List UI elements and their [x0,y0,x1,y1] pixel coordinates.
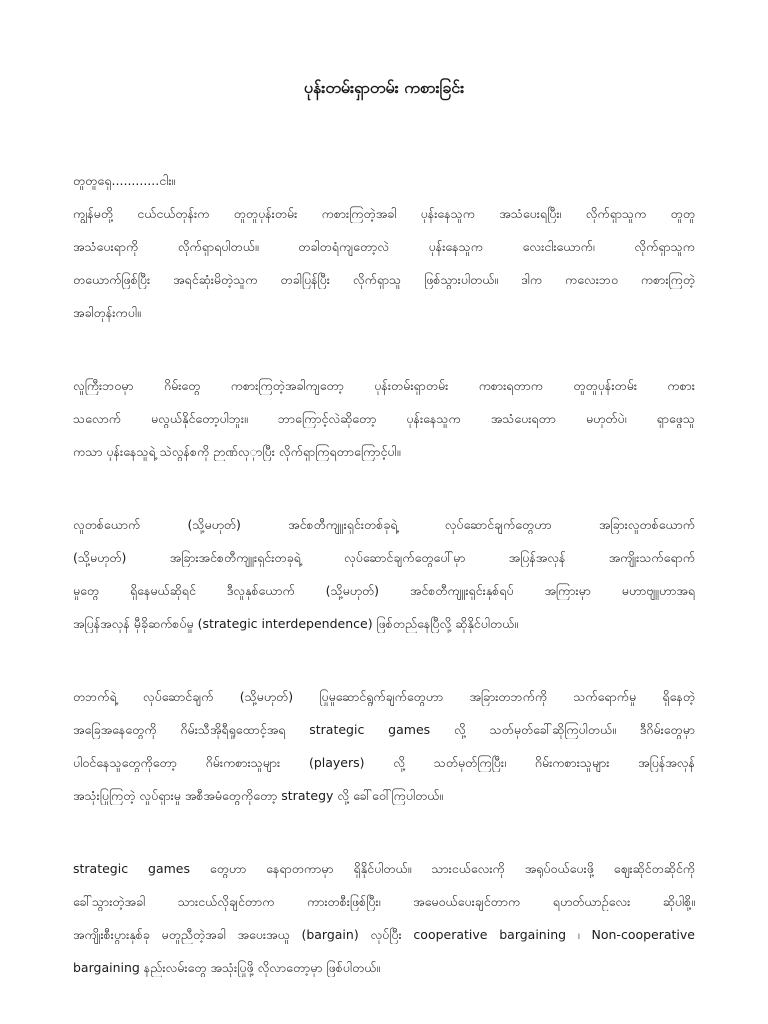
paragraph-5-line-4: bargaining နည်းလမ်းတွေ အသုံးပြုဖို့ လိုလာတော့မှာ ဖြစ်ပါတယ်။ [73,960,381,975]
paragraph-1-line-3: တယောက်ဖြစ်ပြီး အရင်ဆုံးမိတဲ့သူက တခါပြန်ပြီး လိုက်ရှာသူ ဖြစ်သွားပါတယ်။ ဒါက ကလေးဘဝ ကစားကြတဲ့ [73,272,695,287]
paragraph-4-line-2: အခြေအနေတွေကို ဂိမ်းသီအိုရီရှုထောင့်အရ strategic games လို့ သတ်မှတ်ခေါ်ဆိုကြပါတယ်။ ဒီဂိမ်းတွေမှာ [73,722,695,737]
paragraph-5-line-2: ခေါ်သွားတဲ့အခါ သားငယ်လိုချင်တာက ကားတစီးဖြစ်ပြီး၊ အမေဝယ်ပေးချင်တာက ရဟတ်ယာဉ်လေး ဆိုပါစို့။ [73,894,695,909]
paragraph-5-line-3: အကျိုးစီးပွားနှစ်ခု မတူညီတဲ့အခါ အပေးအယူ (bargain) လုပ်ပြီး cooperative bargaining ၊ Non-cooperative [73,927,695,942]
document-title: ပုန်းတမ်းရှာတမ်း ကစားခြင်း [303,78,465,97]
paragraph-2-line-3: ကသာ ပုန်းနေသူရဲ့ သဲလွန်စကို ဉာဏ်လှှာပြီး လိုက်ရှာကြရတာကြောင့်ပါ။ [73,444,401,459]
paragraph-3-line-1: လူတစ်ယောက် (သို့မဟုတ်) အင်စတီကျူးရှင်းတစ်ခုရဲ့ လုပ်ဆောင်ချက်တွေဟာ အခြားလူတစ်ယောက် [73,517,695,532]
paragraph-2-line-2: သလောက် မလွယ်နိုင်တော့ပါဘူး။ ဘာကြောင့်လဲဆိုတော့ ပုန်းနေသူက အသံပေးရတာ မဟုတ်ပဲ၊ ရှာဖွေသူ [73,411,695,426]
paragraph-3-line-3: မှုတွေ ရှိနေမယ်ဆိုရင် ဒီလူနှစ်ယောက် (သို့မဟုတ်) အင်စတီကျူးရှင်းနှစ်ရပ် အကြားမှာ မဟာဗျူဟာအရ [73,583,695,598]
paragraph-1-line-4: အခါတုန်းကပါ။ [73,305,141,320]
paragraph-4-line-4: အသုံးပြုကြတဲ့ လှုပ်ရှားမှု အစီအမံတွေကိုတော့ strategy လို့ ခေါ်ဝေါ်ကြပါတယ်။ [73,788,444,803]
paragraph-3-line-2: (သို့မဟုတ်) အခြားအင်စတီကျူးရှင်းတခုရဲ့ လုပ်ဆောင်ချက်တွေပေါ်မှာ အပြန်အလှန် အကျိုးသက်ရောက် [73,550,695,565]
greeting-line: တူတူရှေ............ငါး။ [73,173,176,188]
paragraph-1-line-1: ကျွန်မတို့ ငယ်ငယ်တုန်းက တူတူပုန်းတမ်း ကစားကြတဲ့အခါ ပုန်းနေသူက အသံပေးရပြီး၊ လိုက်ရှာသူက တူတူ [73,206,695,221]
paragraph-3-line-4: အပြန်အလှန် မှီခိုဆက်စပ်မှု (strategic interdependence) ဖြစ်တည်နေပြီလို့ ဆိုနိုင်ပါတယ်။ [73,616,519,631]
paragraph-4-line-1: တဘက်ရဲ့ လုပ်ဆောင်ချက် (သို့မဟုတ်) ပြုမူဆောင်ရွက်ချက်တွေဟာ အခြားတဘက်ကို သက်ရောက်မှု ရှိနေတဲ့ [73,689,695,704]
paragraph-5-line-1: strategic games တွေဟာ နေရာတကာမှာ ရှိနိုင်ပါတယ်။ သားငယ်လေးကို အရုပ်ဝယ်ပေးဖို့ ဈေးဆိုင်တဆိုင်ကို [73,861,695,876]
paragraph-4-line-3: ပါဝင်နေသူတွေကိုတော့ ဂိမ်းကစားသူများ (players) လို့ သတ်မှတ်ကြပြီး၊ ဂိမ်းကစားသူများ အပြန်အလှန် [73,755,695,770]
paragraph-2-line-1: လူကြီးဘဝမှာ ဂိမ်းတွေ ကစားကြတဲ့အခါကျတော့ ပုန်းတမ်းရှာတမ်း ကစားရတာက တူတူပုန်းတမ်း ကစား [73,378,695,393]
paragraph-1-line-2: အသံပေးရာကို လိုက်ရှာရပါတယ်။ တခါတရံကျတော့လဲ ပုန်းနေသူက လေးငါးယောက်၊ လိုက်ရှာသူက [73,239,695,254]
